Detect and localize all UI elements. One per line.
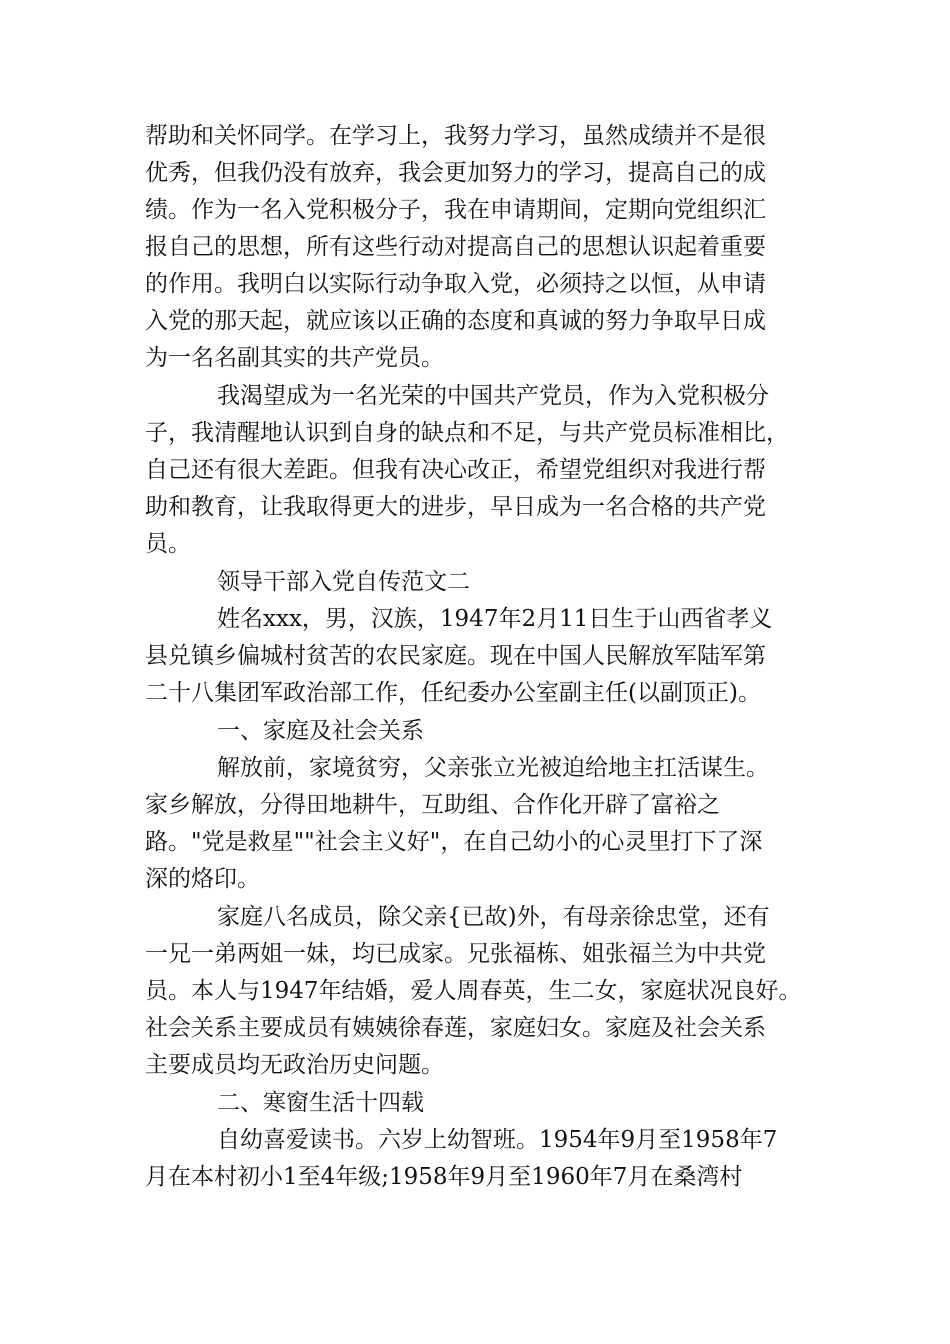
text-line: 绩。作为一名入党积极分子，我在申请期间，定期向党组织汇 [145,197,766,223]
text-line: 路。"党是救星""社会主义好"，在自己幼小的心灵里打下了深 [145,829,763,855]
text-line: 家庭八名成员，除父亲{已故)外，有母亲徐忠堂，还有 [217,904,770,930]
text-line: 县兑镇乡偏城村贫苦的农民家庭。现在中国人民解放军陆军第 [145,643,766,669]
text-line: 社会关系主要成员有姨姨徐春莲，家庭妇女。家庭及社会关系 [145,1015,766,1041]
text-line: 主要成员均无政治历史问题。 [145,1052,444,1078]
section-heading: 二、寒窗生活十四载 [217,1090,424,1116]
text-line: 入党的那天起，就应该以正确的态度和真诚的努力争取早日成 [145,308,766,334]
text-line: 我渴望成为一名光荣的中国共产党员，作为入党积极分 [217,383,769,409]
text-line: 员。 [145,531,191,557]
text-line: 月在本村初小1至4年级;1958年9月至1960年7月在桑湾村 [145,1164,743,1190]
text-line: 自幼喜爱读书。六岁上幼智班。1954年9月至1958年7 [217,1127,778,1153]
text-line: 家乡解放，分得田地耕牛，互助组、合作化开辟了富裕之 [145,792,720,818]
section-heading: 一、家庭及社会关系 [217,718,424,744]
text-line: 一兄一弟两姐一妹，均已成家。兄张福栋、姐张福兰为中共党 [145,941,766,967]
text-line: 姓名xxx，男，汉族，1947年2月11日生于山西省孝义 [217,606,773,632]
text-line: 二十八集团军政治部工作，任纪委办公室副主任(以副顶正)。 [145,680,761,706]
text-line: 自己还有很大差距。但我有决心改正，希望党组织对我进行帮 [145,457,766,483]
text-line: 报自己的思想，所有这些行动对提高自己的思想认识起着重要 [145,234,766,260]
text-line: 助和教育，让我取得更大的进步，早日成为一名合格的共产党 [145,494,766,520]
text-line: 深的烙印。 [145,866,260,892]
text-line: 解放前，家境贫穷，父亲张立光被迫给地主扛活谋生。 [217,755,769,781]
text-line: 为一名名副其实的共产党员。 [145,345,444,371]
section-heading: 领导干部入党自传范文二 [217,569,470,595]
text-line: 优秀，但我仍没有放弃，我会更加努力的学习，提高自己的成 [145,160,766,186]
text-line: 帮助和关怀同学。在学习上，我努力学习，虽然成绩并不是很 [145,123,766,149]
text-line: 子，我清醒地认识到自身的缺点和不足，与共产党员标准相比， [145,420,789,446]
text-line: 员。本人与1947年结婚，爱人周春英，生二女，家庭状况良好。 [145,978,802,1004]
text-line: 的作用。我明白以实际行动争取入党，必须持之以恒，从申请 [145,271,766,297]
